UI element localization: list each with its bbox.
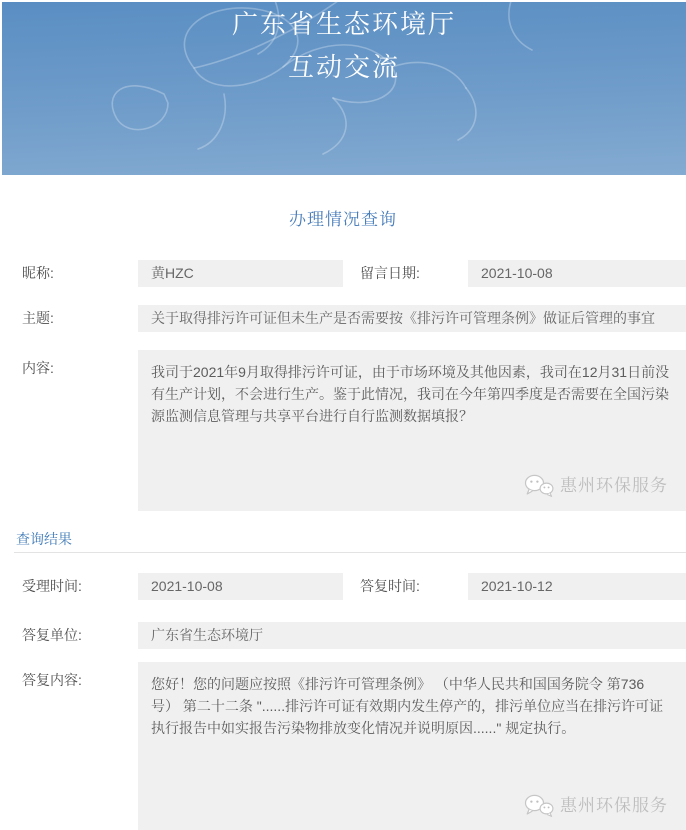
accept-time-field: 2021-10-08 <box>138 573 343 600</box>
page-header <box>2 2 686 175</box>
site-subtitle: 互动交流 <box>287 52 400 82</box>
message-date-field: 2021-10-08 <box>468 260 686 287</box>
subject-label: 主题: <box>22 310 54 326</box>
row-reply-unit <box>0 622 686 649</box>
section-divider <box>14 552 686 553</box>
message-date-label: 留言日期: <box>360 265 420 281</box>
wechat-icon <box>523 473 555 499</box>
reply-time-label: 答复时间: <box>360 578 420 594</box>
result-section-heading: 查询结果 <box>16 531 72 547</box>
reply-content-field <box>138 662 686 830</box>
content-text: 我司于2021年9月取得排污许可证，由于市场环境及其他因素，我司在12月31日前没有生产计划，不会进行生产。鉴于此情况，我司在今年第四季度是否需要在全国污染源监测信息管理与共享平台进行自行监测数据填报？ <box>151 364 670 424</box>
subject-field: 关于取得排污许可证但未生产是否需要按《排污许可管理条例》做证后管理的事宜 <box>138 305 686 332</box>
watermark-text: 惠州环保服务 <box>560 796 668 815</box>
reply-unit-field: 广东省生态环境厅 <box>138 622 686 649</box>
row-times <box>0 573 686 600</box>
reply-content-text: 您好！您的问题应按照《排污许可管理条例》 （中华人民共和国国务院令 第736号） 第二十二条 "......排污许可证有效期内发生停产的，排污单位应当在排污许可证执行报告中如实报告污染物排放变化情况并说明原因......" 规定执行。 <box>151 676 664 736</box>
nickname-label: 昵称: <box>22 265 54 281</box>
site-title: 广东省生态环境厅 <box>231 9 456 39</box>
row-nickname-date <box>0 260 686 287</box>
row-content <box>0 350 686 511</box>
content-field <box>138 350 686 511</box>
nickname-field: 黄HZC <box>138 260 343 287</box>
content-label: 内容: <box>22 360 54 376</box>
page-title: 办理情况查询 <box>289 210 397 229</box>
watermark-text: 惠州环保服务 <box>560 476 668 495</box>
reply-time-field: 2021-10-12 <box>468 573 686 600</box>
row-reply-content <box>0 662 686 830</box>
reply-unit-label: 答复单位: <box>22 627 82 643</box>
wechat-icon <box>523 793 555 819</box>
watermark <box>523 473 668 499</box>
row-subject <box>0 305 686 332</box>
reply-content-label: 答复内容: <box>22 672 82 688</box>
watermark <box>523 793 668 819</box>
accept-time-label: 受理时间: <box>22 578 82 594</box>
